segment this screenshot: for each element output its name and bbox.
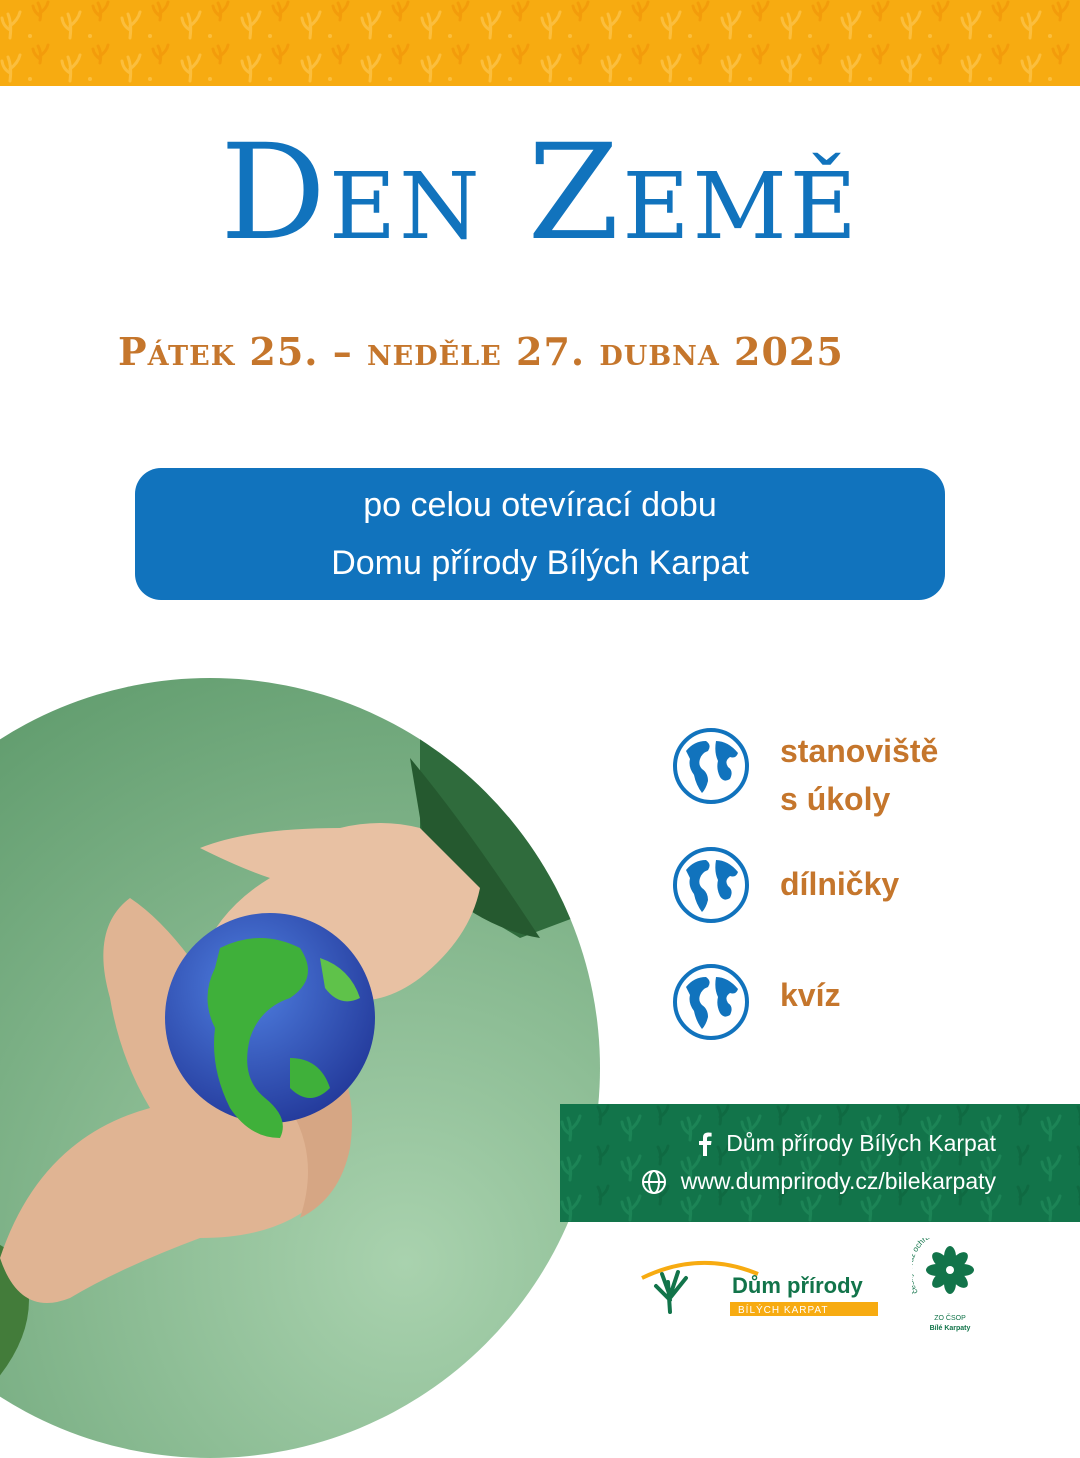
csop-ring-text: chr	[913, 1238, 928, 1250]
website-url: www.dumprirody.cz/bilekarpaty	[680, 1168, 996, 1194]
top-decorative-band	[0, 0, 1080, 86]
globe-icon	[672, 727, 750, 805]
hands-holding-earth-photo	[0, 678, 600, 1458]
dum-prirody-subtitle: BÍLÝCH KARPAT	[738, 1305, 829, 1316]
feature-item-stations	[672, 727, 938, 823]
page-title: Den Země	[220, 116, 860, 270]
feature-item-quiz	[672, 963, 840, 1041]
feature-label: stanoviště s úkoly	[780, 733, 939, 817]
leaf-pattern	[0, 0, 1080, 86]
facebook-link[interactable]	[698, 1130, 996, 1157]
leaf-pattern	[560, 1104, 1080, 1222]
contact-band	[560, 1104, 1080, 1222]
facebook-label: Dům přírody Bílých Karpat	[726, 1130, 996, 1156]
globe-icon	[672, 846, 750, 924]
dum-prirody-logo	[640, 1256, 880, 1320]
event-dates: Pátek 25. – neděle 27. dubna 2025	[118, 329, 844, 374]
feature-label: dílničky	[780, 866, 900, 902]
globe-web-icon	[641, 1169, 667, 1195]
opening-hours-box	[135, 468, 945, 600]
csop-line-1: ZO ČSOP	[934, 1315, 966, 1322]
opening-hours-line-2: Domu přírody Bílých Karpat	[331, 544, 749, 582]
feature-label: kvíz	[780, 977, 841, 1013]
website-link[interactable]	[641, 1168, 996, 1195]
csop-logo	[912, 1238, 998, 1338]
globe-icon	[672, 963, 750, 1041]
dum-prirody-name: Dům přírody	[732, 1273, 863, 1298]
feature-item-workshops	[672, 846, 899, 924]
csop-line-2: Bílé Karpaty	[929, 1325, 971, 1332]
facebook-icon	[698, 1132, 712, 1156]
opening-hours-line-1: po celou otevírací dobu	[363, 486, 717, 524]
